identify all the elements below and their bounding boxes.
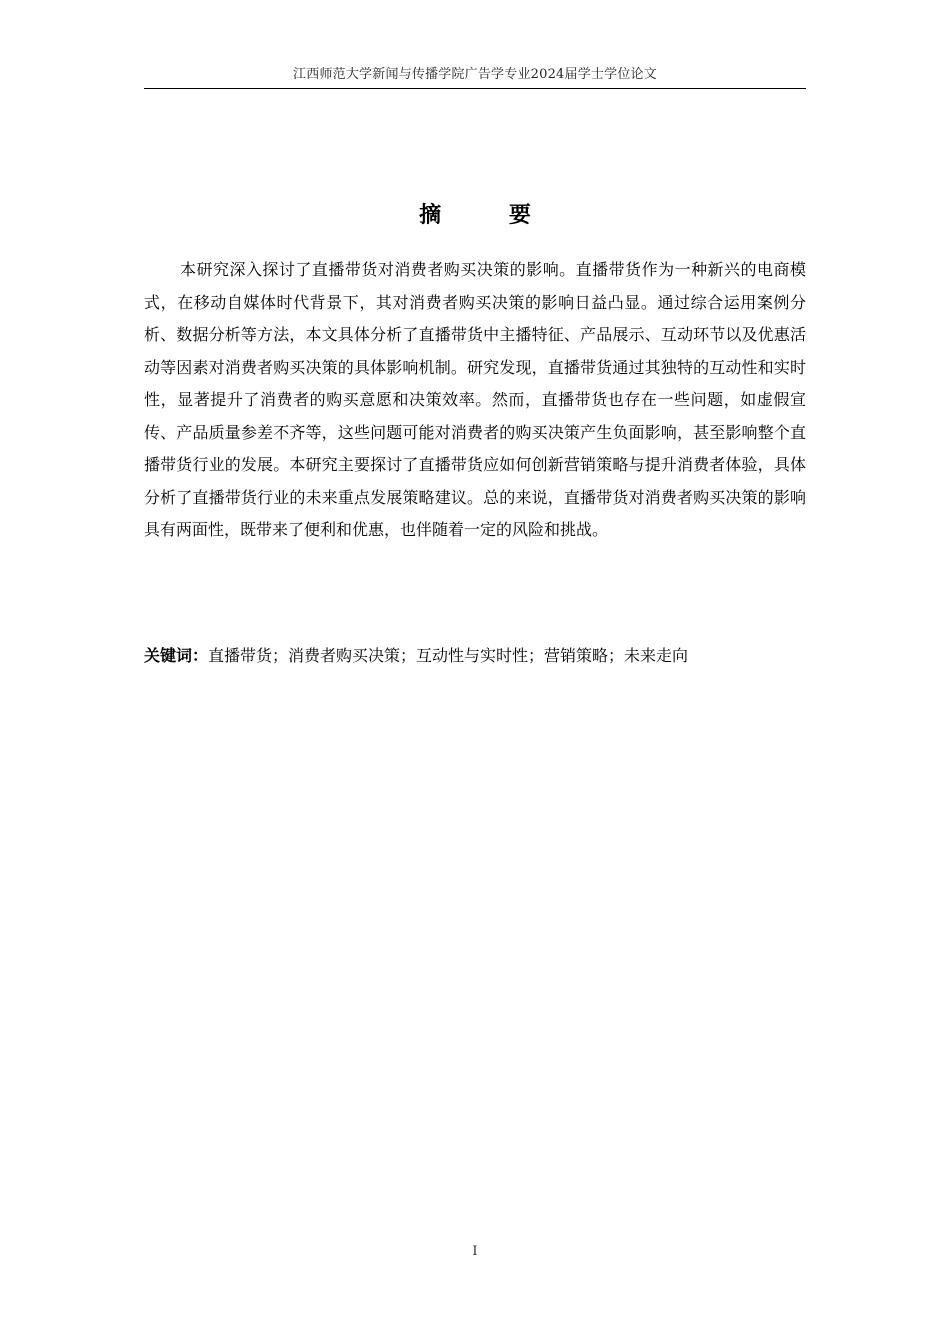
page-number: I [472,1244,478,1259]
abstract-title: 摘 要 [419,203,561,228]
keywords-line [144,640,806,672]
keywords-label: 关键词： [144,646,209,665]
keywords-value: 直播带货；消费者购买决策；互动性与实时性；营销策略；未来走向 [208,646,689,665]
header-rule [144,88,806,89]
running-header: 江西师范大学新闻与传播学院广告学专业2024届学士学位论文 [293,67,657,82]
abstract-body: 本研究深入探讨了直播带货对消费者购买决策的影响。直播带货作为一种新兴的电商模式，在移动自媒体时代背景下，其对消费者购买决策的影响日益凸显。通过综合运用案例分析、数据分析等方法，本文具体分析了直播带货中主播特征、产品展示、互动环节以及优惠活动等因素对消费者购买决策的具体影响机制。研究发现，直播带货通过其独特的互动性和实时性，显著提升了消费者的购买意愿和决策效率。然而，直播带货也存在一些问题，如虚假宣传、产品质量参差不齐等，这些问题可能对消费者的购买决策产生负面影响，甚至影响整个直播带货行业的发展。本研究主要探讨了直播带货应如何创新营销策略与提升消费者体验，具体分析了直播带货行业的未来重点发展策略建议。总的来说，直播带货对消费者购买决策的影响具有两面性，既带来了便利和优惠，也伴随着一定的风险和挑战。 [144,260,806,539]
